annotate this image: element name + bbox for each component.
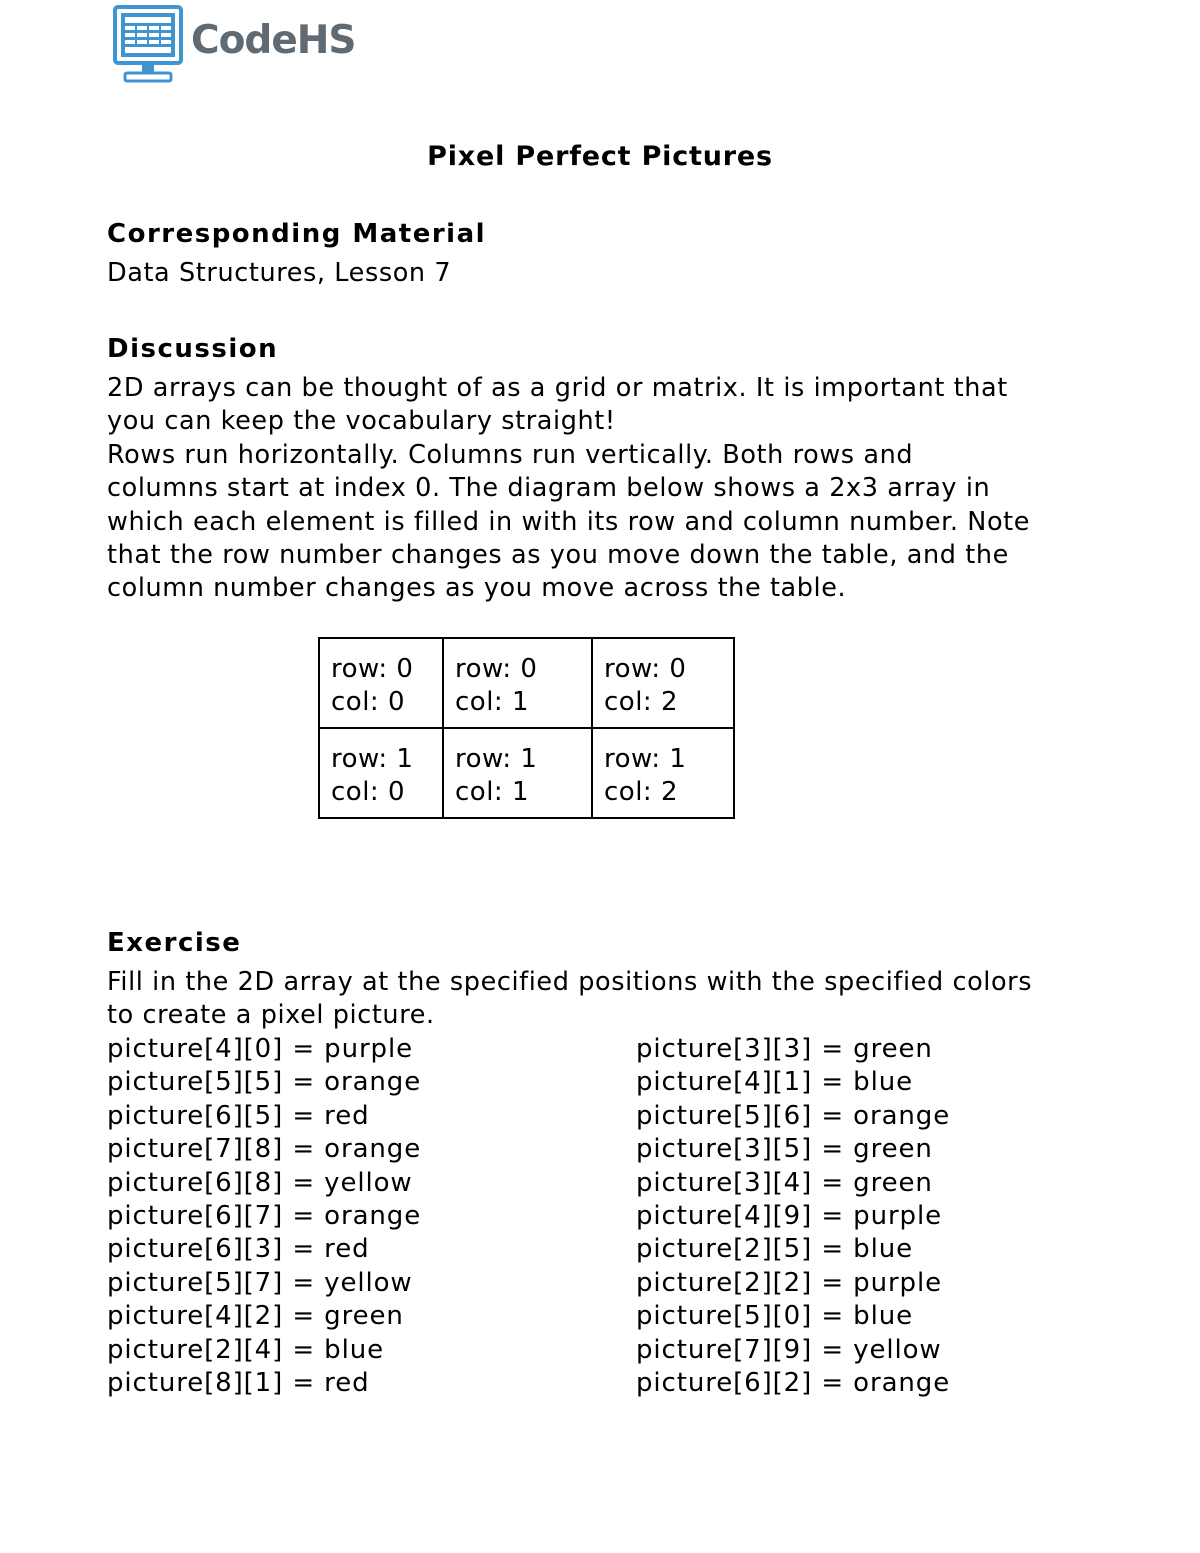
discussion-line: columns start at index 0. The diagram below shows a 2x3 array in	[107, 473, 991, 504]
cell-col-label: col: 0	[331, 777, 405, 807]
corresponding-material-text: Data Structures, Lesson 7	[107, 258, 452, 288]
cell-col-label: col: 1	[455, 687, 529, 717]
assignment-item: picture[4][1] = blue	[636, 1067, 913, 1098]
cell-row-label: row: 0	[455, 654, 538, 684]
discussion-line: Rows run horizontally. Columns run vertically. Both rows and	[107, 439, 914, 470]
discussion-heading: Discussion	[107, 334, 279, 364]
discussion-line: column number changes as you move across the table.	[107, 573, 847, 604]
assignments-left-column	[107, 1033, 421, 1400]
assignment-item: picture[7][9] = yellow	[636, 1334, 942, 1365]
exercise-heading: Exercise	[107, 928, 242, 958]
assignment-item: picture[5][0] = blue	[636, 1301, 913, 1332]
assignment-item: picture[6][3] = red	[107, 1234, 370, 1265]
assignment-item: picture[6][8] = yellow	[107, 1167, 413, 1198]
array-diagram-table	[318, 637, 735, 819]
cell-row-label: row: 0	[331, 654, 414, 684]
discussion-line: that the row number changes as you move down the table, and the	[107, 540, 1009, 571]
codehs-logo	[113, 5, 356, 83]
table-cell	[592, 638, 734, 728]
table-cell	[443, 728, 592, 818]
exercise-instructions	[107, 966, 1032, 1033]
assignment-item: picture[2][5] = blue	[636, 1234, 913, 1265]
table-row	[319, 638, 734, 728]
assignment-item: picture[6][2] = orange	[636, 1368, 951, 1399]
assignment-item: picture[7][8] = orange	[107, 1134, 422, 1165]
cell-row-label: row: 1	[455, 744, 538, 774]
assignment-item: picture[5][5] = orange	[107, 1067, 422, 1098]
assignment-item: picture[2][4] = blue	[107, 1334, 384, 1365]
cell-row-label: row: 1	[604, 744, 687, 774]
discussion-text	[107, 372, 1030, 606]
corresponding-material-heading: Corresponding Material	[107, 219, 487, 249]
assignment-item: picture[5][7] = yellow	[107, 1267, 413, 1298]
assignment-item: picture[3][5] = green	[636, 1134, 933, 1165]
table-cell	[443, 638, 592, 728]
cell-col-label: col: 2	[604, 687, 678, 717]
table-row	[319, 728, 734, 818]
cell-col-label: col: 2	[604, 777, 678, 807]
assignment-item: picture[4][2] = green	[107, 1301, 404, 1332]
page-title: Pixel Perfect Pictures	[427, 141, 773, 172]
table-cell	[592, 728, 734, 818]
assignment-item: picture[3][4] = green	[636, 1167, 933, 1198]
assignments-right-column	[636, 1033, 950, 1400]
assignment-item: picture[3][3] = green	[636, 1034, 933, 1064]
cell-row-label: row: 1	[331, 744, 414, 774]
cell-row-label: row: 0	[604, 654, 687, 684]
brand-name: CodeHS	[191, 18, 356, 63]
discussion-line: which each element is filled in with its row and column number. Note	[107, 506, 1031, 537]
cell-col-label: col: 0	[331, 687, 405, 717]
assignment-item: picture[4][0] = purple	[107, 1034, 413, 1064]
assignment-item: picture[4][9] = purple	[636, 1201, 942, 1232]
assignment-item: picture[6][7] = orange	[107, 1201, 422, 1232]
cell-col-label: col: 1	[455, 777, 529, 807]
exercise-line: to create a pixel picture.	[107, 1000, 435, 1031]
assignment-item: picture[8][1] = red	[107, 1368, 370, 1399]
discussion-line: you can keep the vocabulary straight!	[107, 406, 616, 437]
table-cell	[319, 728, 443, 818]
assignment-item: picture[6][5] = red	[107, 1100, 370, 1131]
assignment-item: picture[2][2] = purple	[636, 1267, 942, 1298]
monitor-icon	[113, 5, 183, 83]
table-cell	[319, 638, 443, 728]
assignment-item: picture[5][6] = orange	[636, 1100, 951, 1131]
exercise-line: Fill in the 2D array at the specified positions with the specified colors	[107, 967, 1033, 997]
discussion-line: 2D arrays can be thought of as a grid or matrix. It is important that	[107, 373, 1008, 403]
